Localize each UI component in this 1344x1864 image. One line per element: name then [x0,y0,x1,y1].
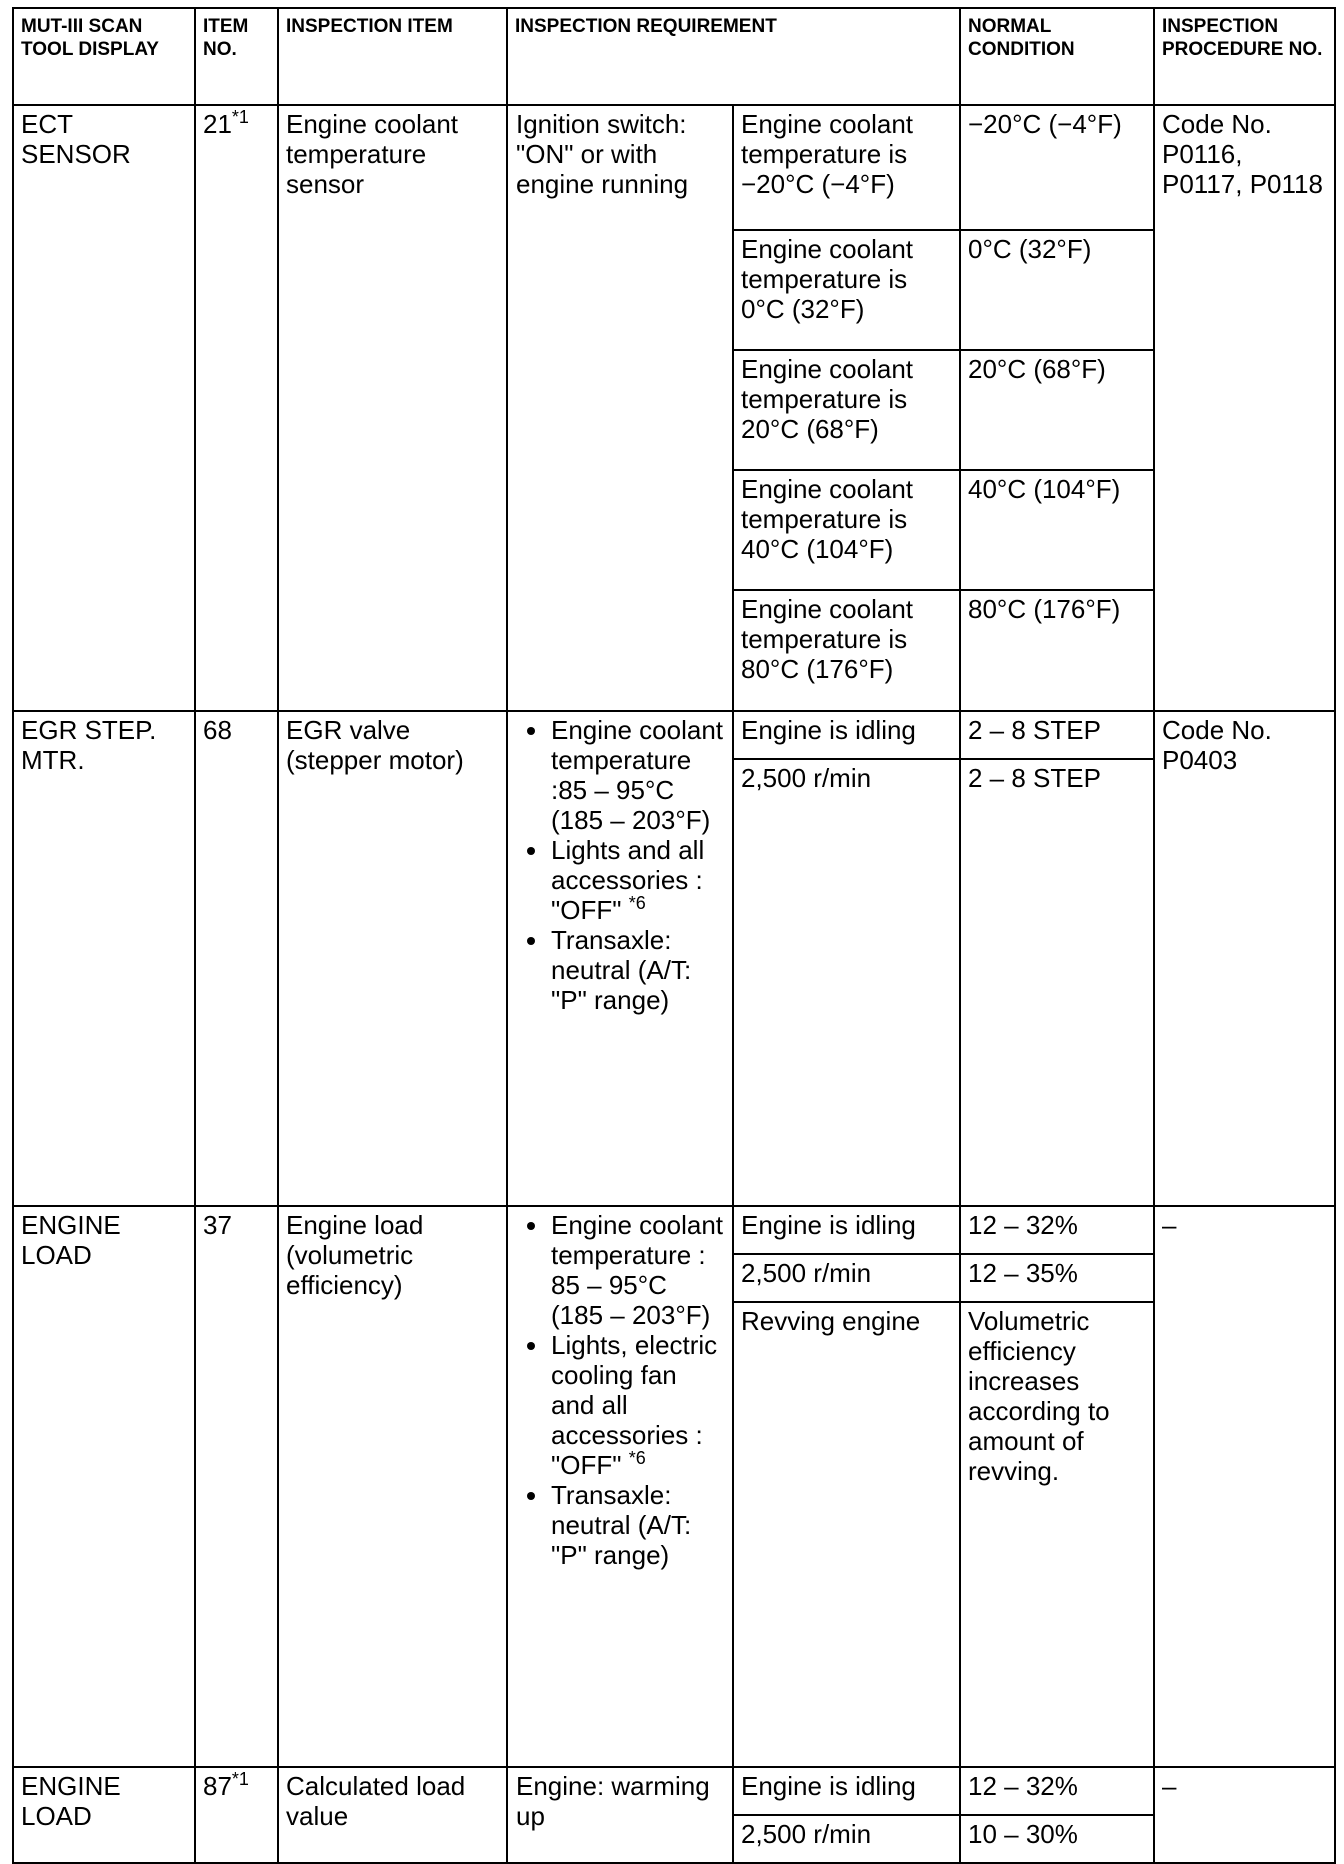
ect-normal: −20°C (−4°F) [960,105,1154,230]
load37-normal: 12 – 32% [960,1206,1154,1254]
load37-condition: Revving engine [733,1302,960,1767]
load37-req-note: *6 [628,1448,646,1468]
load87-display: ENGINE LOAD [13,1767,195,1863]
load37-requirements [507,1206,733,1767]
egr-condition: 2,500 r/min [733,759,960,1206]
egr-display: EGR STEP. MTR. [13,711,195,1206]
load87-requirement: Engine: warming up [507,1767,733,1863]
egr-requirement-list [516,715,725,1015]
ect-condition: Engine coolant temperature is 80°C (176°F) [733,590,960,711]
table-row [13,105,1335,230]
ect-item-note: *1 [231,107,249,127]
ect-normal: 20°C (68°F) [960,350,1154,470]
egr-item: EGR valve (stepper motor) [278,711,507,1206]
load87-item-no: 87$^{*1}$ [195,1767,278,1863]
header-procedure: INSPECTION PROCEDURE NO. [1154,8,1335,105]
ect-condition: Engine coolant temperature is −20°C (−4°F) [733,105,960,230]
table-row [13,711,1335,759]
egr-condition: Engine is idling [733,711,960,759]
load37-normal: 12 – 35% [960,1254,1154,1302]
load87-condition: Engine is idling [733,1767,960,1815]
list-item: Lights, electric cooling fan and all accessories : "OFF" $^{*6}$ [516,1330,725,1480]
egr-requirements [507,711,733,1206]
egr-item-no: 68 [195,711,278,1206]
ect-display: ECT SENSOR [13,105,195,711]
list-item: Engine coolant temperature :85 – 95°C (185 – 203°F) [516,715,725,835]
load87-normal: 12 – 32% [960,1767,1154,1815]
list-item: Transaxle: neutral (A/T: "P" range) [516,1480,725,1570]
load87-condition: 2,500 r/min [733,1815,960,1863]
load87-item-note: *1 [231,1769,249,1789]
load37-condition: 2,500 r/min [733,1254,960,1302]
load87-item: Calculated load value [278,1767,507,1863]
header-normal-condition: NORMAL CONDITION [960,8,1154,105]
ect-normal: 40°C (104°F) [960,470,1154,590]
load37-item-no: 37 [195,1206,278,1767]
table-row [13,1206,1335,1254]
list-item: Lights and all accessories : "OFF" $^{*6}$ [516,835,725,925]
ect-item: Engine coolant temperature sensor [278,105,507,711]
ect-condition: Engine coolant temperature is 20°C (68°F) [733,350,960,470]
ect-requirement: Ignition switch: "ON" or with engine running [507,105,733,711]
egr-req-note: *6 [628,893,646,913]
ect-item-no: 21$^{*1}$ [195,105,278,711]
ect-normal: 80°C (176°F) [960,590,1154,711]
list-item: Engine coolant temperature : 85 – 95°C (185 – 203°F) [516,1210,725,1330]
ect-normal: 0°C (32°F) [960,230,1154,350]
egr-normal: 2 – 8 STEP [960,711,1154,759]
load37-normal: Volumetric efficiency increases according to amount of revving. [960,1302,1154,1767]
ect-procedure: Code No. P0116, P0117, P0118 [1154,105,1335,711]
load87-procedure: – [1154,1767,1335,1863]
load37-condition: Engine is idling [733,1206,960,1254]
load37-requirement-list [516,1210,725,1570]
load87-normal: 10 – 30% [960,1815,1154,1863]
ect-condition: Engine coolant temperature is 0°C (32°F) [733,230,960,350]
header-item-no: ITEM NO. [195,8,278,105]
list-item: Transaxle: neutral (A/T: "P" range) [516,925,725,1015]
load37-item: Engine load (volumetric efficiency) [278,1206,507,1767]
egr-procedure: Code No. P0403 [1154,711,1335,1206]
table-row [13,1767,1335,1815]
header-row [13,8,1335,105]
header-inspection-item: INSPECTION ITEM [278,8,507,105]
egr-normal: 2 – 8 STEP [960,759,1154,1206]
load37-display: ENGINE LOAD [13,1206,195,1767]
load37-procedure: – [1154,1206,1335,1767]
header-requirement: INSPECTION REQUIREMENT [507,8,960,105]
inspection-table [12,7,1336,1864]
header-display: MUT-III SCAN TOOL DISPLAY [13,8,195,105]
ect-condition: Engine coolant temperature is 40°C (104°F) [733,470,960,590]
